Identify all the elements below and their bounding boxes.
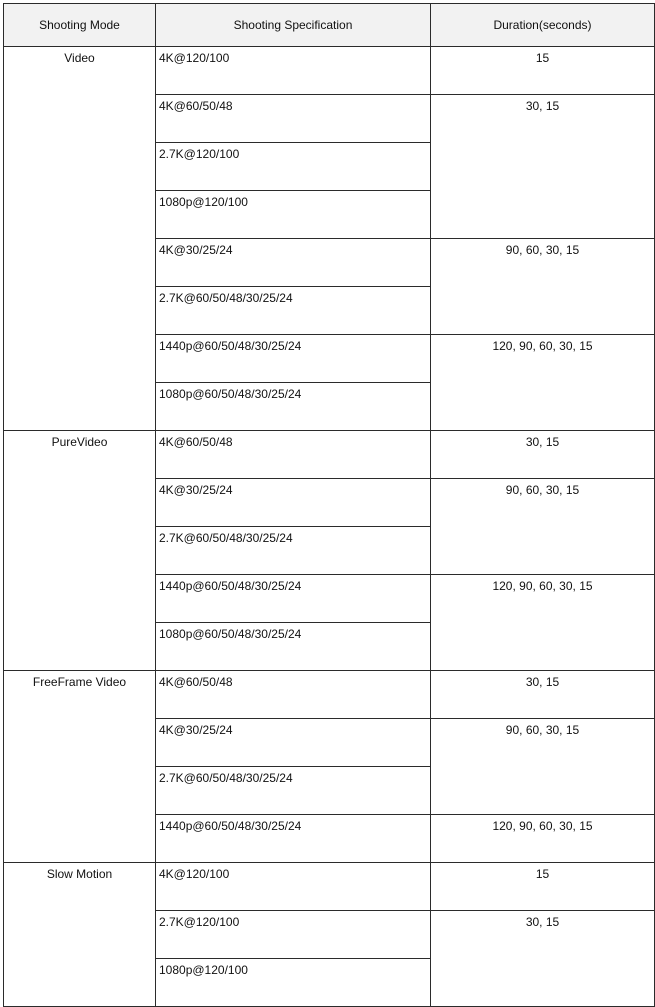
shooting-spec-cell: 4K@30/25/24 — [156, 479, 431, 527]
shooting-spec-cell: 1080p@120/100 — [156, 191, 431, 239]
shooting-spec-cell: 4K@60/50/48 — [156, 95, 431, 143]
duration-cell: 90, 60, 30, 15 — [431, 479, 655, 575]
shooting-spec-cell: 4K@60/50/48 — [156, 431, 431, 479]
shooting-mode-cell: FreeFrame Video — [4, 671, 156, 863]
shooting-spec-cell: 1080p@120/100 — [156, 959, 431, 1007]
shooting-spec-cell: 2.7K@60/50/48/30/25/24 — [156, 527, 431, 575]
shooting-spec-cell: 1440p@60/50/48/30/25/24 — [156, 335, 431, 383]
header-row — [4, 4, 655, 47]
shooting-spec-cell: 4K@120/100 — [156, 863, 431, 911]
duration-cell: 120, 90, 60, 30, 15 — [431, 815, 655, 863]
shooting-spec-cell: 1080p@60/50/48/30/25/24 — [156, 623, 431, 671]
header-duration: Duration(seconds) — [431, 4, 655, 47]
shooting-spec-cell: 4K@30/25/24 — [156, 239, 431, 287]
duration-cell: 90, 60, 30, 15 — [431, 719, 655, 815]
shooting-spec-cell: 1440p@60/50/48/30/25/24 — [156, 575, 431, 623]
shooting-mode-cell: Video — [4, 47, 156, 431]
duration-cell: 15 — [431, 47, 655, 95]
duration-cell: 120, 90, 60, 30, 15 — [431, 335, 655, 431]
duration-cell: 120, 90, 60, 30, 15 — [431, 575, 655, 671]
table-row — [4, 431, 655, 479]
shooting-spec-cell: 2.7K@60/50/48/30/25/24 — [156, 767, 431, 815]
shooting-mode-cell: Slow Motion — [4, 863, 156, 1007]
duration-cell: 30, 15 — [431, 911, 655, 1007]
duration-cell: 30, 15 — [431, 671, 655, 719]
header-shooting-specification: Shooting Specification — [156, 4, 431, 47]
table-row — [4, 671, 655, 719]
table-row — [4, 863, 655, 911]
shooting-spec-cell: 4K@120/100 — [156, 47, 431, 95]
spec-table — [3, 3, 655, 1007]
shooting-spec-cell: 4K@30/25/24 — [156, 719, 431, 767]
shooting-mode-cell: PureVideo — [4, 431, 156, 671]
duration-cell: 30, 15 — [431, 431, 655, 479]
shooting-spec-cell: 1440p@60/50/48/30/25/24 — [156, 815, 431, 863]
shooting-spec-cell: 4K@60/50/48 — [156, 671, 431, 719]
duration-cell: 15 — [431, 863, 655, 911]
header-shooting-mode: Shooting Mode — [4, 4, 156, 47]
shooting-spec-cell: 1080p@60/50/48/30/25/24 — [156, 383, 431, 431]
shooting-spec-cell: 2.7K@120/100 — [156, 911, 431, 959]
table-body — [4, 47, 655, 1007]
shooting-spec-cell: 2.7K@120/100 — [156, 143, 431, 191]
shooting-spec-cell: 2.7K@60/50/48/30/25/24 — [156, 287, 431, 335]
duration-cell: 30, 15 — [431, 95, 655, 239]
duration-cell: 90, 60, 30, 15 — [431, 239, 655, 335]
table-row — [4, 47, 655, 95]
